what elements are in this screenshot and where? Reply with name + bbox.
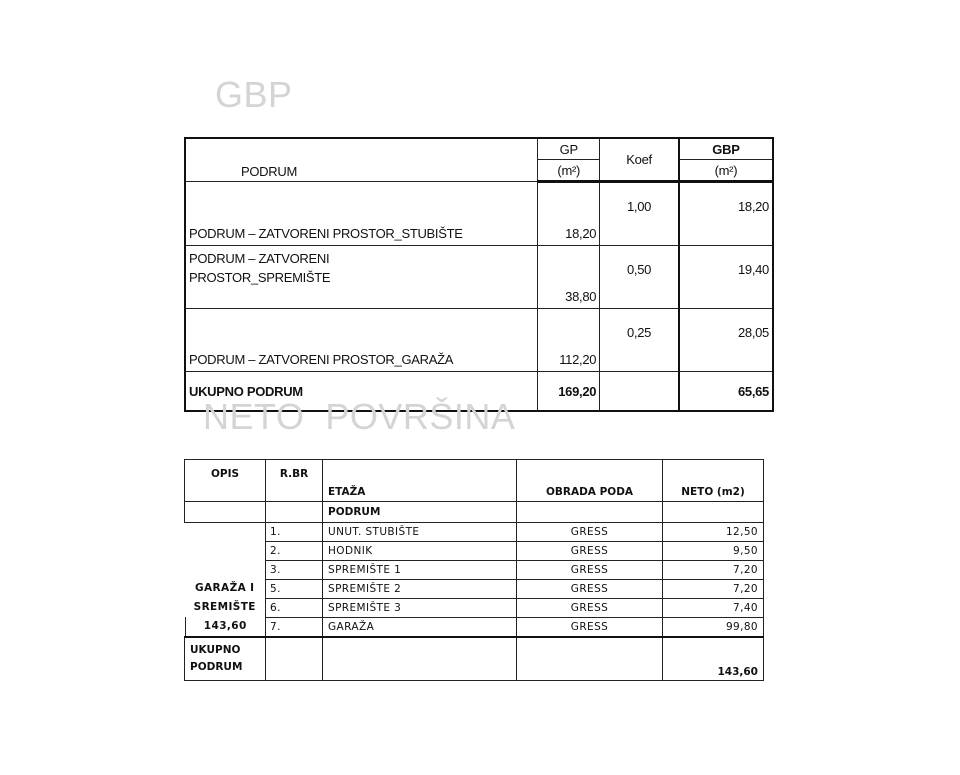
neto-header-row: [185, 460, 764, 502]
neto-table: [184, 459, 764, 681]
row-name: [185, 246, 538, 309]
table-row: [185, 523, 764, 542]
total-obrada-empty: [517, 637, 663, 681]
total-gp: 169,20: [538, 372, 600, 412]
row-rbr: 1.: [266, 523, 323, 542]
table-row: [185, 182, 773, 246]
header-gp-unit: (m²): [538, 160, 600, 182]
gbp-section-title: GBP: [215, 74, 293, 115]
row-neto: 12,50: [663, 523, 764, 542]
header-etaza: ETAŽA: [323, 460, 517, 502]
row-neto: 7,20: [663, 561, 764, 580]
row-gp: 18,20: [538, 182, 600, 246]
row-neto: 99,80: [663, 618, 764, 638]
gbp-header-row: [185, 138, 773, 160]
row-koef: 0,25: [600, 309, 679, 372]
row-obrada: GRESS: [517, 523, 663, 542]
row-name-line1: PODRUM – ZATVORENI: [189, 251, 330, 266]
row-rbr: 6.: [266, 599, 323, 618]
table-row: [185, 246, 773, 309]
row-obrada: GRESS: [517, 561, 663, 580]
total-label-line1: UKUPNO: [190, 644, 241, 656]
row-name: PODRUM – ZATVORENI PROSTOR_GARAŽA: [185, 309, 538, 372]
total-koef: [600, 372, 679, 412]
total-gbp: 65,65: [679, 372, 773, 412]
row-koef: 1,00: [600, 182, 679, 246]
floor-obrada-empty: [517, 502, 663, 523]
table-row: [185, 599, 764, 618]
floor-neto-empty: [663, 502, 764, 523]
gbp-table: [184, 137, 774, 412]
total-name: UKUPNO PODRUM: [185, 372, 538, 412]
neto-section-title: NETO POVRŠINA: [203, 396, 516, 437]
group-label-line1: GARAŽA I: [195, 582, 255, 594]
group-label: [185, 523, 266, 638]
row-koef: 0,50: [600, 246, 679, 309]
header-podrum: PODRUM: [185, 138, 538, 182]
row-name: PODRUM – ZATVORENI PROSTOR_STUBIŠTE: [185, 182, 538, 246]
table-row: [185, 561, 764, 580]
table-row: [185, 580, 764, 599]
row-etaza: HODNIK: [323, 542, 517, 561]
header-gbp-unit: (m²): [679, 160, 773, 182]
total-label: [185, 637, 266, 681]
total-rbr-empty: [266, 637, 323, 681]
row-obrada: GRESS: [517, 542, 663, 561]
total-label-line2: PODRUM: [190, 661, 243, 673]
header-obrada-poda: OBRADA PODA: [517, 460, 663, 502]
row-etaza: SPREMIŠTE 1: [323, 561, 517, 580]
header-neto: NETO (m2): [663, 460, 764, 502]
row-name-line2: PROSTOR_SPREMIŠTE: [189, 270, 331, 285]
row-neto: 9,50: [663, 542, 764, 561]
table-row: [185, 309, 773, 372]
floor-opis-empty: [185, 502, 266, 523]
row-obrada: GRESS: [517, 599, 663, 618]
header-rbr: R.BR: [266, 460, 323, 502]
row-gbp: 18,20: [679, 182, 773, 246]
header-koef: Koef: [600, 138, 679, 182]
row-obrada: GRESS: [517, 618, 663, 638]
floor-rbr-empty: [266, 502, 323, 523]
total-row: [185, 637, 764, 681]
row-rbr: 2.: [266, 542, 323, 561]
row-gbp: 19,40: [679, 246, 773, 309]
floor-label: PODRUM: [323, 502, 517, 523]
row-etaza: SPREMIŠTE 2: [323, 580, 517, 599]
total-etaza-empty: [323, 637, 517, 681]
total-neto: 143,60: [663, 637, 764, 681]
row-neto: 7,40: [663, 599, 764, 618]
header-opis: OPIS: [185, 460, 266, 502]
row-etaza: GARAŽA: [323, 618, 517, 638]
row-gbp: 28,05: [679, 309, 773, 372]
row-rbr: 3.: [266, 561, 323, 580]
row-rbr: 5.: [266, 580, 323, 599]
group-amount: 143,60: [185, 617, 266, 636]
group-label-line2: SREMIŠTE: [193, 601, 256, 613]
header-gp: GP: [538, 138, 600, 160]
row-neto: 7,20: [663, 580, 764, 599]
table-row: [185, 542, 764, 561]
row-gp: 112,20: [538, 309, 600, 372]
table-row: [185, 618, 764, 638]
row-etaza: SPREMIŠTE 3: [323, 599, 517, 618]
floor-row: [185, 502, 764, 523]
row-gp: 38,80: [538, 246, 600, 309]
header-gbp: GBP: [679, 138, 773, 160]
row-obrada: GRESS: [517, 580, 663, 599]
row-rbr: 7.: [266, 618, 323, 638]
row-etaza: UNUT. STUBIŠTE: [323, 523, 517, 542]
